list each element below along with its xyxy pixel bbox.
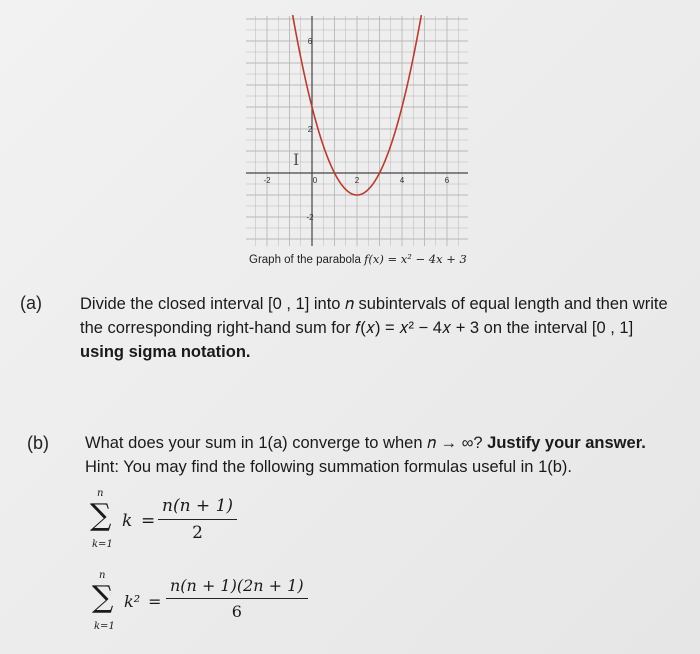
y-tick-label: 2 [307, 125, 313, 134]
sum-formula-k [88, 488, 248, 558]
part-b-line1: What does your sum in 1(a) converge to when 𝑛 → ∞? Justify your answer. [85, 434, 646, 452]
x-tick-label: 4 [399, 176, 405, 185]
equals-sign: = [148, 592, 162, 611]
part-b-line2: Hint: You may find the following summation formulas useful in 1(b). [85, 458, 572, 476]
cursor-glyph: I [293, 150, 300, 169]
sum-upper-limit: n [97, 488, 104, 499]
denominator: 2 [158, 519, 237, 543]
equals-sign: = [141, 511, 156, 531]
x-tick-label: -2 [263, 176, 271, 185]
numerator: n(n + 1)(2n + 1) [170, 576, 304, 595]
sigma-symbol: ∑ [92, 580, 114, 615]
x-tick-label: 6 [444, 176, 450, 185]
sum-term: k [122, 511, 133, 531]
y-tick-label: 6 [307, 37, 313, 46]
fraction [158, 496, 237, 543]
part-b-question [85, 431, 695, 479]
fraction [166, 576, 308, 621]
part-b-label: (b) [27, 433, 49, 453]
sum-upper-limit: n [99, 570, 106, 581]
part-a-label: (a) [20, 293, 42, 313]
sum-formula-k-squared [90, 570, 330, 640]
sigma-symbol: ∑ [90, 498, 112, 533]
numerator: n(n + 1) [162, 496, 234, 516]
part-a-question [80, 292, 700, 364]
sum-lower-limit: k=1 [92, 539, 113, 550]
y-tick-label: -2 [306, 213, 314, 222]
x-tick-label: 0 [312, 176, 318, 185]
graph-grid [246, 16, 468, 246]
graph-caption: Graph of the parabola f(x) = x² − 4x + 3 [249, 252, 467, 266]
part-a-line3: using sigma notation. [80, 343, 251, 361]
denominator: 6 [166, 598, 308, 621]
sum-term: k² [124, 592, 141, 611]
part-a-line2: the corresponding right-hand sum for 𝑓(𝑥) = 𝑥² − 4𝑥 + 3 on the interval [0 , 1] [80, 319, 634, 337]
parabola-graph [0, 0, 700, 250]
x-tick-label: 2 [354, 176, 360, 185]
sum-lower-limit: k=1 [94, 621, 115, 632]
part-a-line1: Divide the closed interval [0 , 1] into 𝑛 subintervals of equal length and then write [80, 295, 668, 313]
